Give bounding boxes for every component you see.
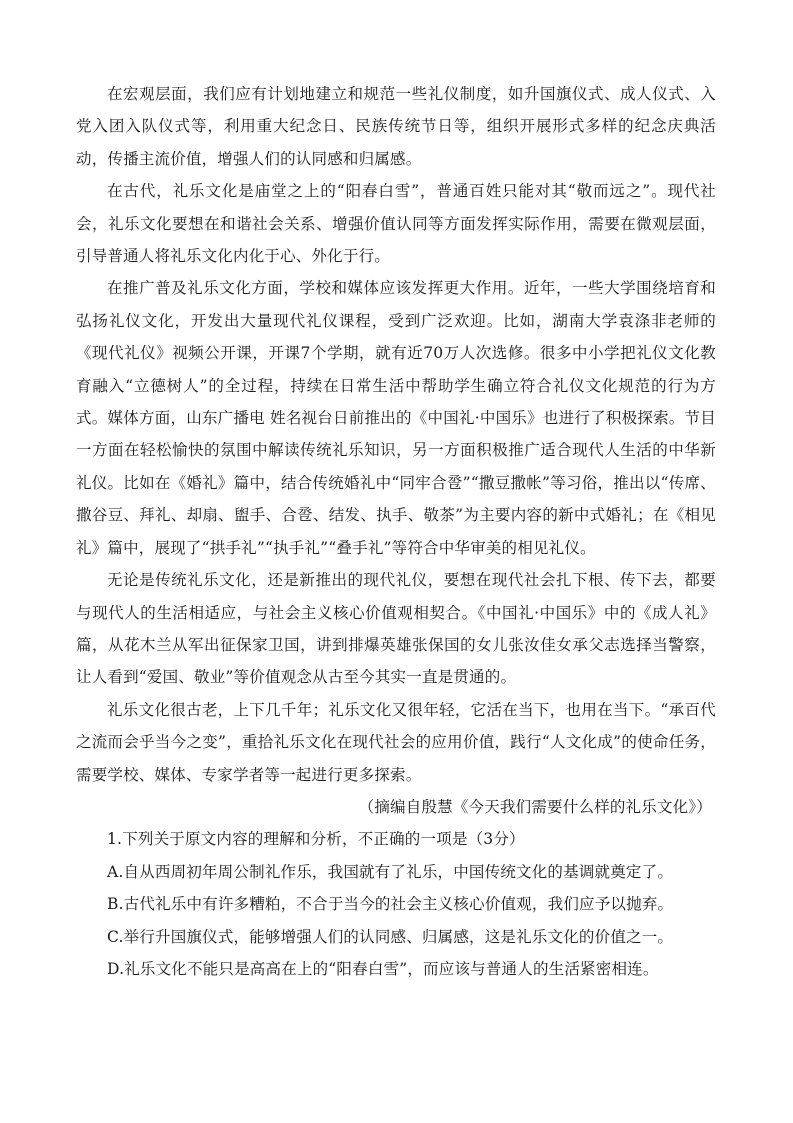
option-b: B.古代礼乐中有许多糟粕，不合于当今的社会主义核心价值观，我们应予以抛弃。 — [107, 895, 674, 914]
paragraph-conclusion: 礼乐文化很古老，上下几千年；礼乐文化又很年轻，它活在当下，也用在当下。“承百代之流而会乎当今之变”，重拾礼乐文化在现代社会的应用价值，践行“人文化成”的使命任务，需要学校、媒体、专家学者等一起进行更多探索。 — [76, 700, 716, 784]
paragraph-ancient-times: 在古代，礼乐文化是庙堂之上的“阳春白雪”，普通百姓只能对其“敬而远之”。现代社会，礼乐文化要想在和谐社会关系、增强价值认同等方面发挥实际作用，需要在微观层面，引导普通人将礼乐文化内化于心、外化于行。 — [76, 182, 716, 266]
option-c: C.举行升国旗仪式，能够增强人们的认同感、归属感，这是礼乐文化的价值之一。 — [107, 927, 674, 946]
source-citation: （摘编自殷慧《今天我们需要什么样的礼乐文化》） — [358, 797, 712, 816]
question-stem: 1.下列关于原文内容的理解和分析，不正确的一项是（3分） — [107, 830, 525, 849]
option-d: D.礼乐文化不能只是高高在上的“阳春白雪”，而应该与普通人的生活紧密相连。 — [107, 959, 659, 978]
paragraph-promotion: 在推广普及礼乐文化方面，学校和媒体应该发挥更大作用。近年，一些大学围绕培育和弘扬礼仪文化，开发出大量现代礼仪课程，受到广泛欢迎。比如，湖南大学袁涤非老师的《现代礼仪》视频公开课，开课7个学期，就有近70万人次选修。很多中小学把礼仪文化教育融入“立德树人”的全过程，持续在日常生活中帮助学生确立符合礼仪文化规范的行为方式。媒体方面，山东广播电 姓名视台日前推出的《中国礼·中国乐》也进行了积极探索。节目一方面在轻松愉快的氛围中解读传统礼乐知识，另一方面积极推广适合现代人生活的中华新礼仪。比如在《婚礼》篇中，结合传统婚礼中“同牢合卺”“撒豆撒帐”等习俗，推出以“传席、撒谷豆、拜礼、却扇、盥手、合卺、结发、执手、敬茶”为主要内容的新中式婚礼；在《相见礼》篇中，展现了“拱手礼”“执手礼”“叠手礼”等符合中华审美的相见礼仪。 — [76, 279, 716, 557]
paragraph-modern-adaptation: 无论是传统礼乐文化，还是新推出的现代礼仪，要想在现代社会扎下根、传下去，都要与现代人的生活相适应，与社会主义核心价值观相契合。《中国礼·中国乐》中的《成人礼》篇，从花木兰从军出征保家卫国，讲到排爆英雄张保国的女儿张汝佳女承父志选择当警察，让人看到“爱国、敬业”等价值观念从古至今其实一直是贯通的。 — [76, 571, 716, 687]
document-page — [76, 78, 716, 985]
paragraph-macro-level: 在宏观层面，我们应有计划地建立和规范一些礼仪制度，如升国旗仪式、成人仪式、入党入团入队仪式等，利用重大纪念日、民族传统节日等，组织开展形式多样的纪念庆典活动，传播主流价值，增强人们的认同感和归属感。 — [76, 85, 716, 168]
option-a: A.自从西周初年周公制礼作乐，我国就有了礼乐，中国传统文化的基调就奠定了。 — [107, 862, 674, 881]
